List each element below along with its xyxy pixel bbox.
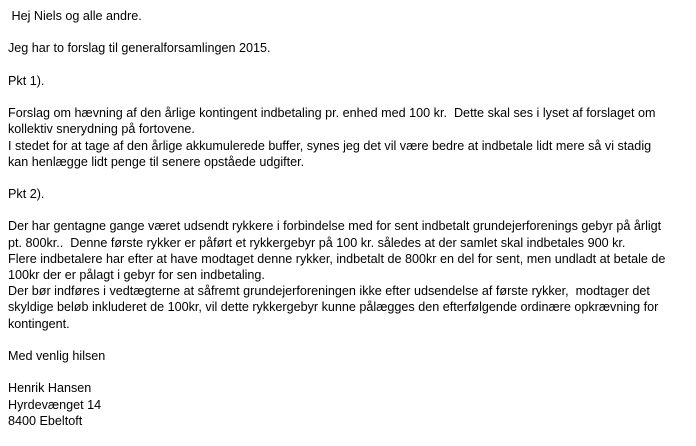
intro-line: Jeg har to forslag til generalforsamlingen 2015.: [8, 41, 271, 56]
pkt2-paragraph: [8, 218, 688, 331]
pkt1-heading: Pkt 1).: [8, 73, 45, 88]
signature-block: [8, 380, 688, 429]
pkt2-line: Flere indbetalere har efter at have modtaget denne rykker, indbetalt de 800kr en del for sent, men undladt at betale de: [8, 251, 666, 266]
pkt2-line: 100kr der er pålagt i gebyr for sen indbetaling.: [8, 268, 265, 282]
signature-name: Henrik Hansen: [8, 381, 92, 396]
pkt2-line: Der bør indføres i vedtægterne at såfremt grundejerforeningen ikke efter udsendelse af første rykker, modtager det: [8, 284, 650, 299]
signature-city: 8400 Ebeltoft: [8, 413, 83, 428]
pkt1-line: I stedet for at tage af den årlige akkumulerede buffer, synes jeg det vil være bedre at indbetale lidt mere så vi stadig: [8, 138, 652, 153]
closing-line: Med venlig hilsen: [8, 348, 106, 363]
letter-document: [8, 0, 688, 429]
pkt2-line: pt. 800kr.. Denne første rykker er påført et rykkergebyr på 100 kr. således at der samlet skal indbetales 900 kr.: [8, 235, 626, 250]
signature-street: Hyrdevænget 14: [8, 397, 102, 412]
pkt1-line: kollektiv snerydning på fortovene.: [8, 122, 195, 137]
pkt1-paragraph: [8, 105, 688, 170]
pkt2-line: skyldige beløb inkluderet de 100kr, vil dette rykkergebyr kunne pålægges den efterfølgende ordinære opkrævning for: [8, 300, 659, 315]
greeting: Hej Niels og alle andre.: [8, 9, 142, 23]
pkt2-heading: Pkt 2).: [8, 187, 45, 202]
pkt1-line: kan henlægge lidt penge til senere opståede udgifter.: [8, 154, 305, 169]
pkt2-line: kontingent.: [8, 316, 70, 331]
pkt1-line: Forslag om hævning af den årlige kontingent indbetaling pr. enhed med 100 kr. Dette skal ses i lyset af forslaget om: [8, 106, 656, 121]
pkt2-line: Der har gentagne gange været udsendt rykkere i forbindelse med for sent indbetalt grundejerforenings gebyr på årligt: [8, 219, 662, 234]
